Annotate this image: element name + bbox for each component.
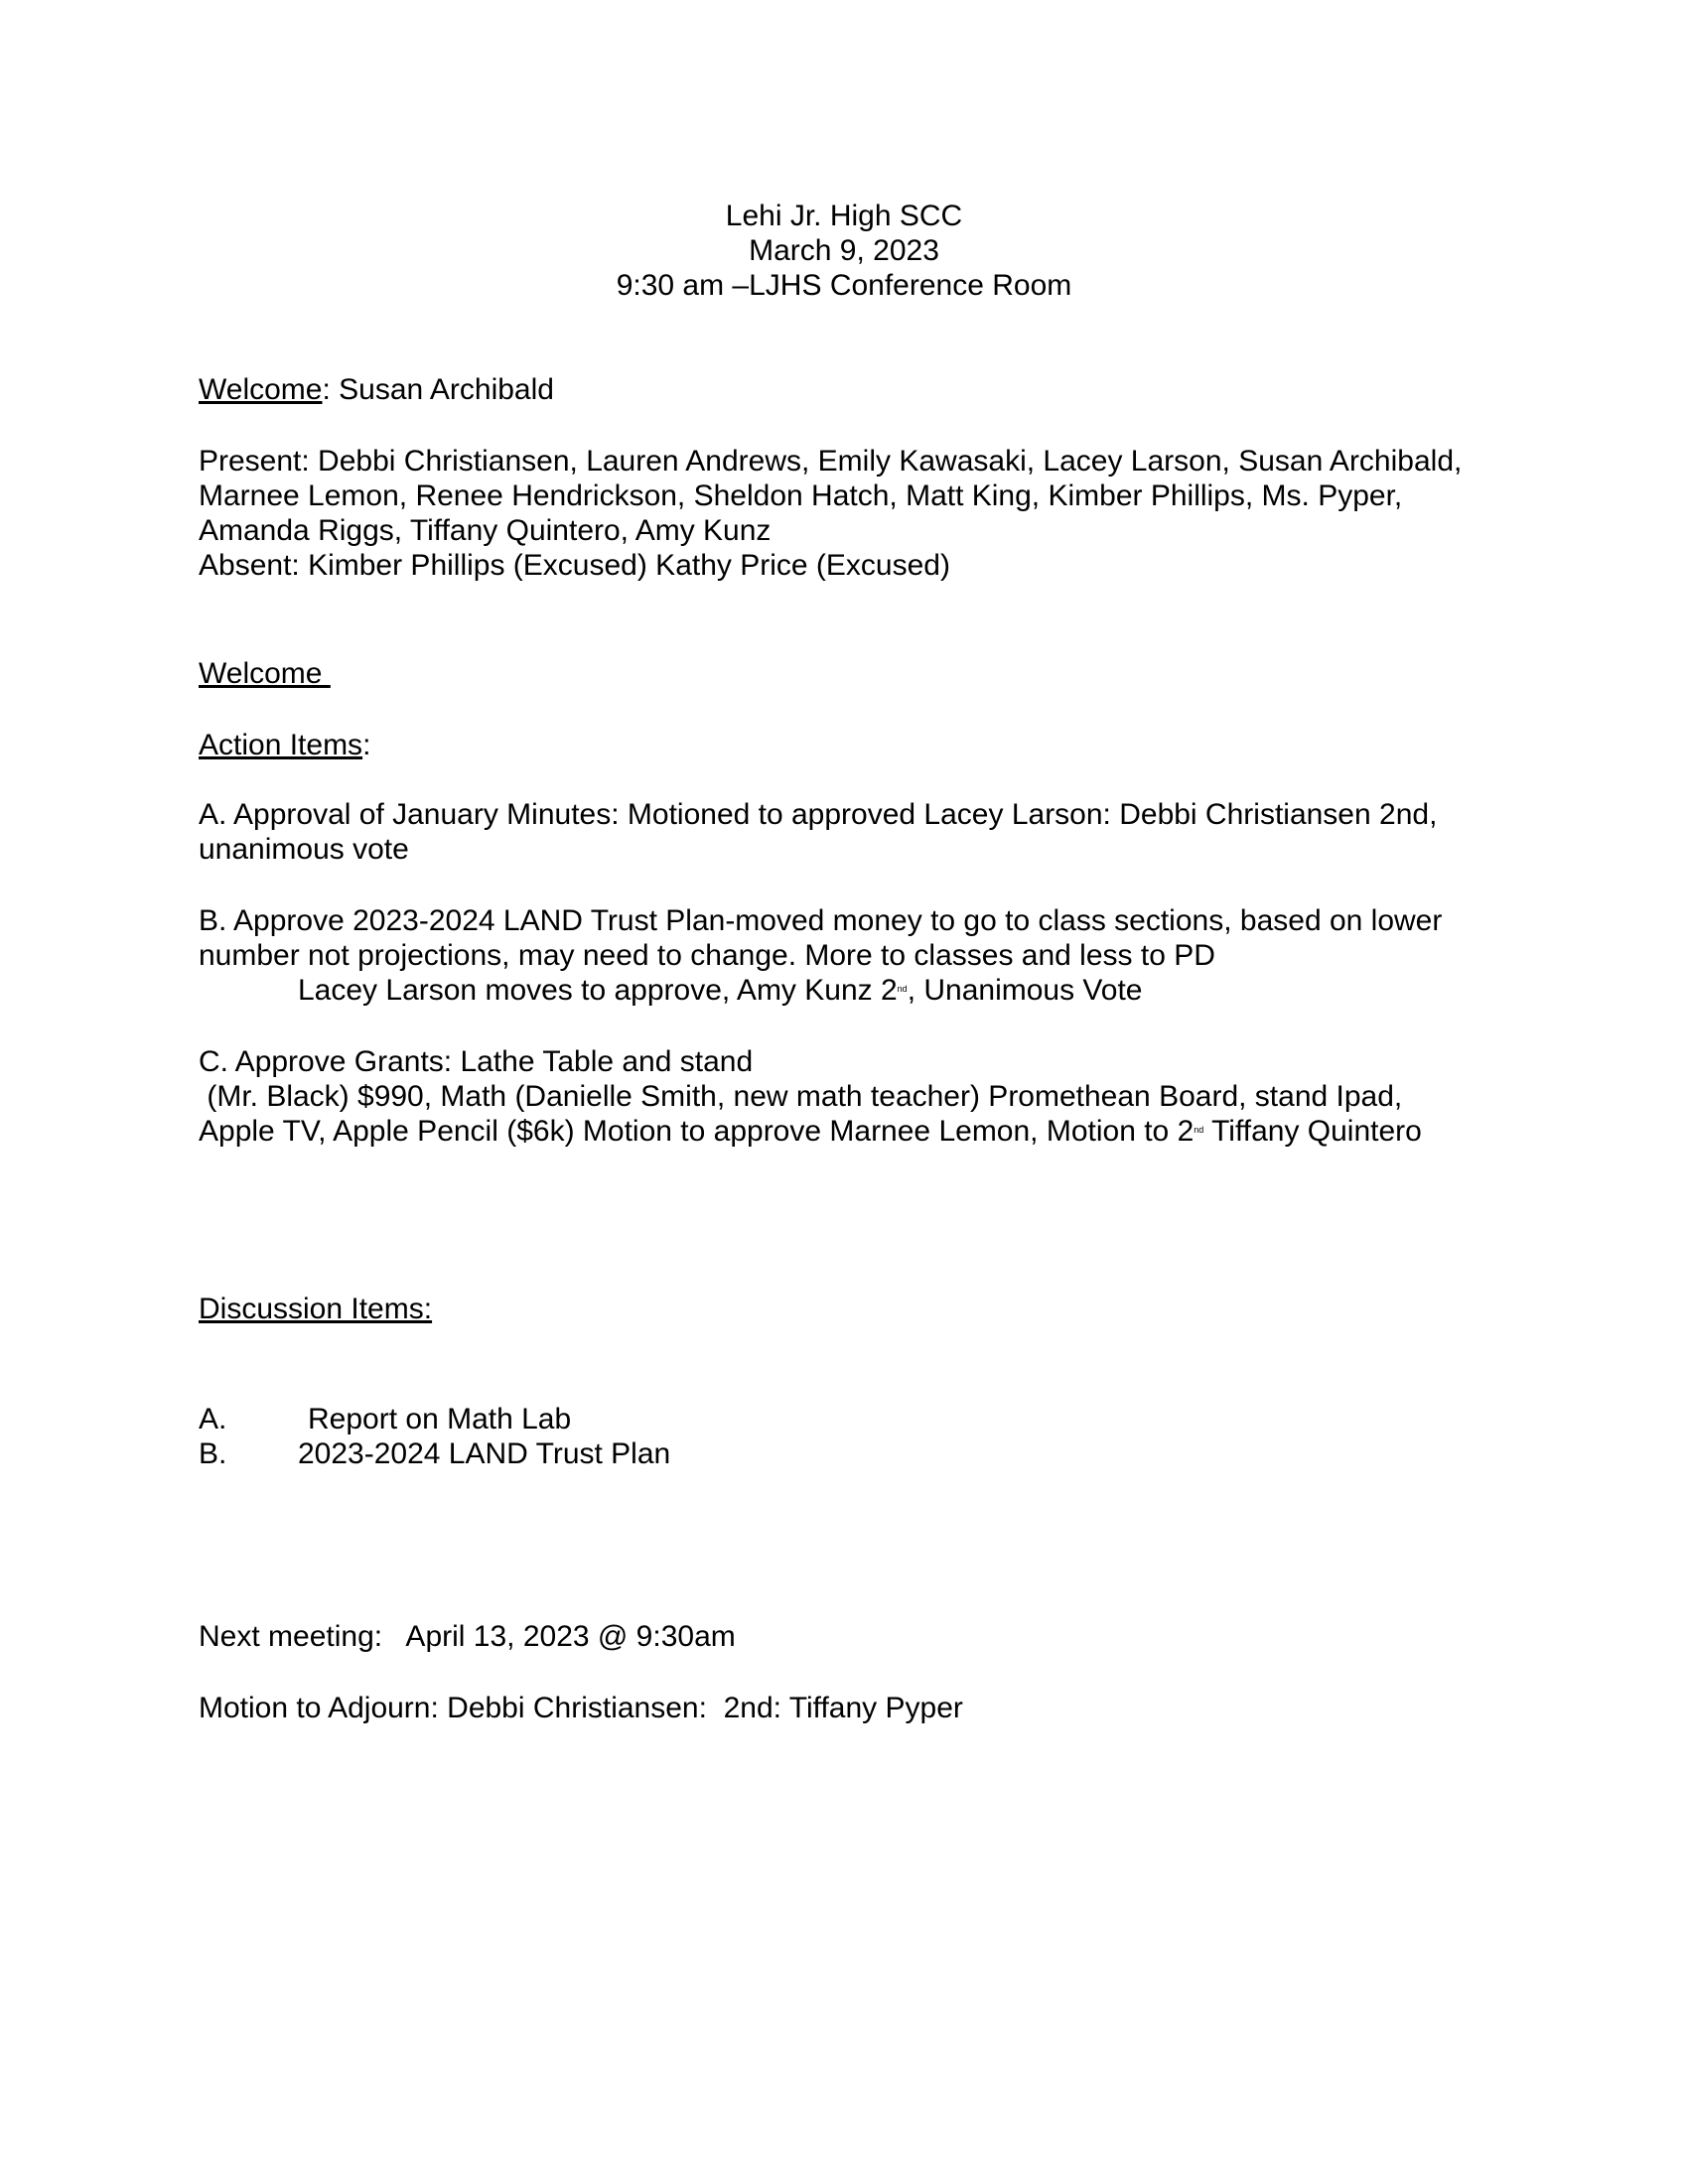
action-item-a-line-2: unanimous vote [199,833,409,866]
action-item-b-line-3-end: , Unanimous Vote [907,974,1143,1007]
org-title: Lehi Jr. High SCC [725,200,963,232]
action-item-a-line-1: A. Approval of January Minutes: Motioned to approved Lacey Larson: Debbi Christiansen 2nd, [199,798,1438,831]
action-item-c-line-1: C. Approve Grants: Lathe Table and stand [199,1045,754,1078]
action-item-b [199,903,1509,1008]
action-item-c-line-2: (Mr. Black) $990, Math (Danielle Smith, new math teacher) Promethean Board, stand Ipad, [199,1080,1403,1113]
absent-line: Absent: Kimber Phillips (Excused) Kathy Price (Excused) [199,549,950,582]
action-item-c-line-3-end: Tiffany Quintero [1203,1115,1422,1148]
action-items-heading-colon: : [362,729,371,761]
action-item-c [199,1044,1509,1149]
list-item-text: 2023-2024 LAND Trust Plan [298,1437,671,1470]
list-item-letter: A. [199,1403,227,1435]
discussion-heading-text: Discussion Items: [199,1293,433,1325]
welcome-heading [199,656,1509,691]
list-item-text: Report on Math Lab [308,1403,572,1435]
present-line-2: Marnee Lemon, Renee Hendrickson, Sheldon Hatch, Matt King, Kimber Phillips, Ms. Pyper, [199,479,1403,512]
next-meeting: Next meeting: April 13, 2023 @ 9:30am [199,1620,736,1653]
adjourn-motion: Motion to Adjourn: Debbi Christiansen: 2nd: Tiffany Pyper [199,1692,963,1724]
list-item [199,1402,1509,1436]
meeting-header [0,199,1688,303]
action-item-c-line-3-text: Apple TV, Apple Pencil ($6k) Motion to approve Marnee Lemon, Motion to 2 [199,1115,1195,1148]
meeting-date: March 9, 2023 [749,234,939,267]
welcome-host: : Susan Archibald [322,373,554,406]
action-item-b-line-3-text: Lacey Larson moves to approve, Amy Kunz 2 [298,974,898,1007]
present-line-3: Amanda Riggs, Tiffany Quintero, Amy Kunz [199,514,772,547]
welcome-label: Welcome [199,373,323,406]
discussion-list [199,1402,1509,1471]
present-line-1: Present: Debbi Christiansen, Lauren Andrews, Emily Kawasaki, Lacey Larson, Susan Archibald, [199,445,1463,478]
ordinal-suffix: nd [1194,1125,1204,1135]
action-item-b-line-1: B. Approve 2023-2024 LAND Trust Plan-moved money to go to class sections, based on lower [199,904,1443,937]
welcome-heading-text: Welcome [199,657,331,690]
welcome-line [199,372,1509,407]
discussion-heading [199,1292,1509,1326]
action-item-a [199,797,1509,867]
action-item-c-line-3 [199,1114,1509,1149]
list-item-letter: B. [199,1437,227,1470]
action-items-heading [199,728,1509,762]
meeting-time-location: 9:30 am –LJHS Conference Room [616,269,1072,302]
attendance-section [199,444,1509,583]
action-item-b-line-2: number not projections, may need to change. More to classes and less to PD [199,939,1215,972]
action-items-heading-text: Action Items [199,729,363,761]
list-item [199,1436,1509,1471]
ordinal-suffix: nd [897,984,908,994]
action-item-b-line-3 [199,973,1509,1008]
